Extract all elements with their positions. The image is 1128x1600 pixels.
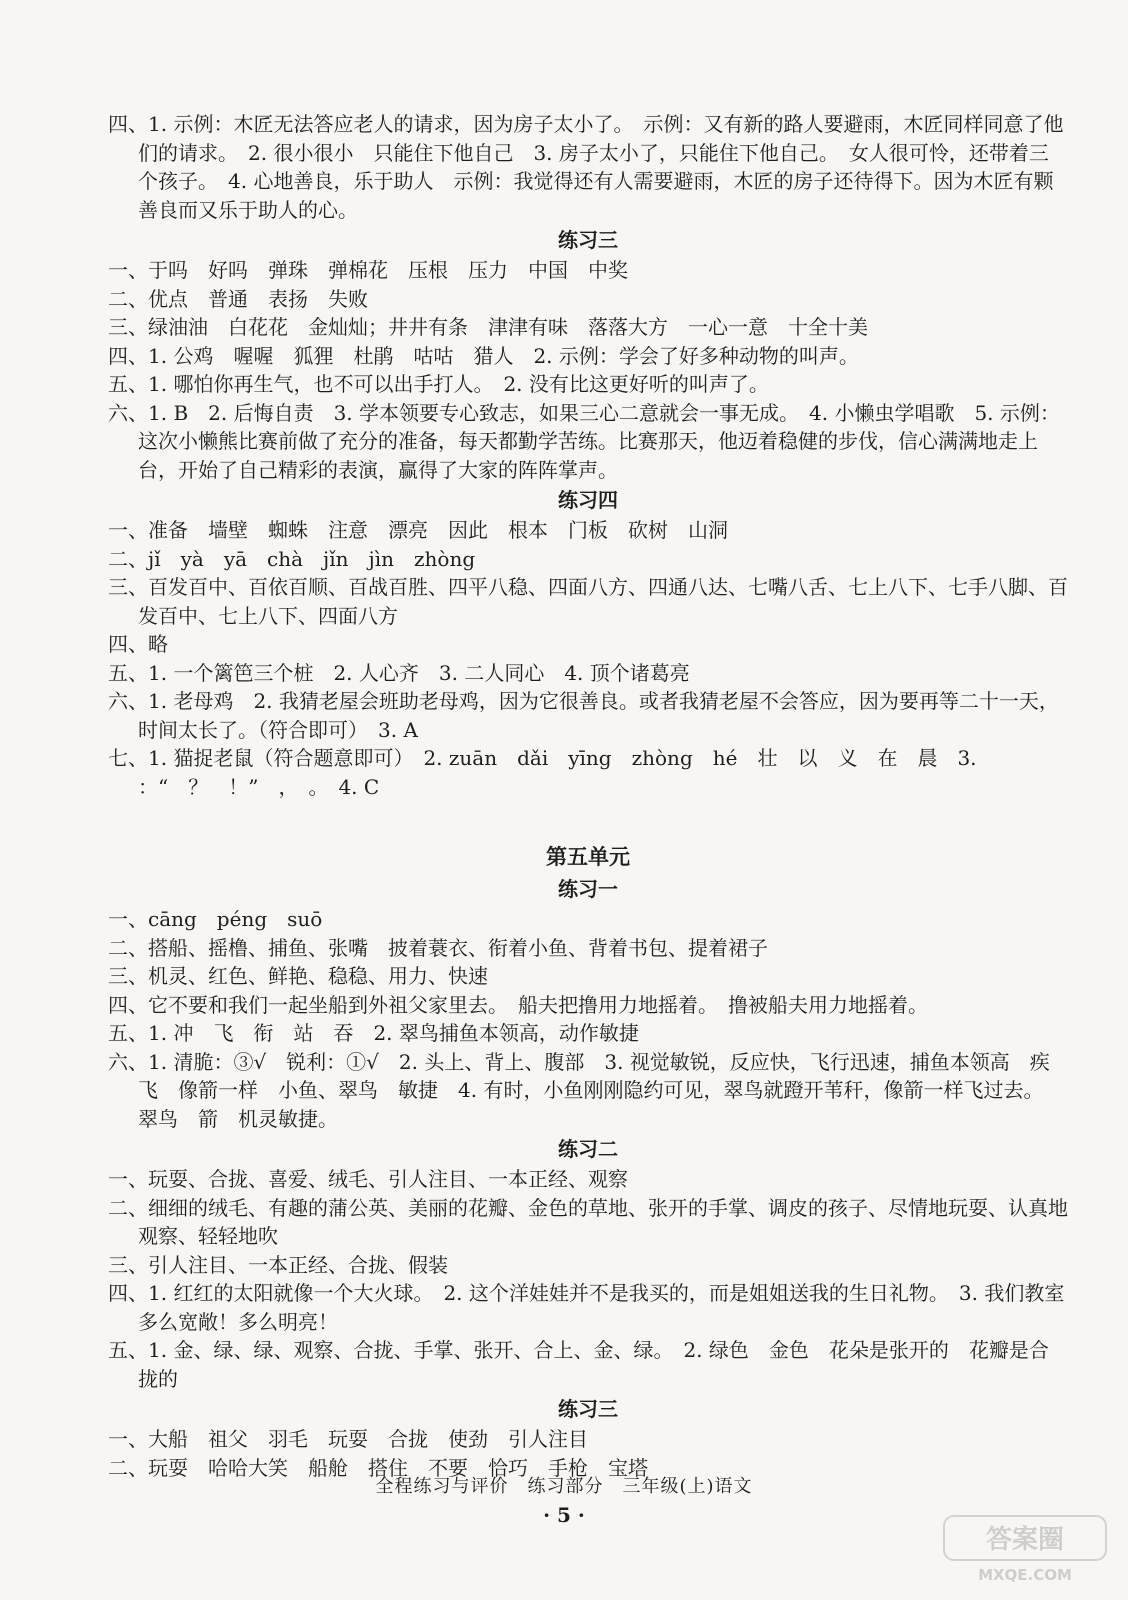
section-heading: 练习三 (558, 1397, 618, 1421)
answer-line: 二、jǐ yà yā chà jǐn jìn zhòng (108, 546, 476, 571)
answer-line: 二、优点 普通 表扬 失败 (108, 286, 368, 311)
answer-line: 二、细细的绒毛、有趣的蒲公英、美丽的花瓣、金色的草地、张开的手掌、调皮的孩子、尽情地玩耍、认真地观察、轻轻地吹 (108, 1195, 1068, 1248)
answer-line: 五、1. 金、绿、绿、观察、合拢、手掌、张开、合上、金、绿。 2. 绿色 金色 花朵是张开的 花瓣是合拢的 (108, 1338, 1049, 1391)
page-number: · 5 · (543, 1503, 585, 1527)
answer-line: 四、略 (108, 632, 168, 656)
section-heading: 练习三 (558, 228, 618, 252)
answer-line: 六、1. 清脆：③√ 锐利：①√ 2. 头上、背上、腹部 3. 视觉敏锐，反应快，飞行迅速，捕鱼本领高 疾飞 像箭一样 小鱼、翠鸟 敏捷 4. 有时，小鱼刚刚隐约可见，翠鸟就蹬开苇秆，像箭一样飞过去。 翠鸟 箭 机灵敏捷。 (108, 1049, 1054, 1131)
answer-line: 五、1. 哪怕你再生气，也不可以出手打人。 2. 没有比这更好听的叫声了。 (108, 372, 769, 396)
answer-content (108, 110, 1068, 1482)
watermark-logo (940, 1512, 1110, 1586)
answer-line: 一、玩耍、合拢、喜爱、绒毛、引人注目、一本正经、观察 (108, 1167, 628, 1191)
answer-line: 四、它不要和我们一起坐船到外祖父家里去。 船夫把撸用力地摇着。 撸被船夫用力地摇着。 (108, 992, 928, 1017)
answer-line: 七、1. 猫捉老鼠（符合题意即可） 2. zuān dǎi yīng zhòng hé 壮 以 义 在 晨 3. ：“ ？ ！” ， 。 4. C (108, 746, 977, 799)
answer-line: 一、于吗 好吗 弹珠 弹棉花 压根 压力 中国 中奖 (108, 258, 628, 282)
answer-line: 四、1. 公鸡 喔喔 狐狸 杜鹃 咕咕 猎人 2. 示例：学会了好多种动物的叫声。 (108, 343, 859, 368)
answer-line: 四、1. 红红的太阳就像一个大火球。 2. 这个洋娃娃并不是我买的，而是姐姐送我的生日礼物。 3. 我们教室多么宽敞！多么明亮！ (108, 1281, 1065, 1334)
answer-line: 六、1. B 2. 后悔自责 3. 学本领要专心致志，如果三心二意就会一事无成。 4. 小懒虫学唱歌 5. 示例：这次小懒熊比赛前做了充分的准备，每天都勤学苦练。比赛那天，他迈着稳健的步伐，信心满满地走上台，开始了自己精彩的表演，赢得了大家的阵阵掌声。 (108, 400, 1060, 482)
answer-line: 四、1. 示例：木匠无法答应老人的请求，因为房子太小了。 示例：又有新的路人要避雨，木匠同样同意了他们的请求。 2. 很小很小 只能住下他自己 3. 房子太小了，只能住下他自己。 女人很可怜，还带着三个孩子。 4. 心地善良，乐于助人 示例：我觉得还有人需要避雨，木匠的房子还待得下。因为木匠有颗善良而又乐于助人的心。 (108, 112, 1064, 222)
answer-line: 五、1. 冲 飞 衔 站 吞 2. 翠鸟捕鱼本领高，动作敏捷 (108, 1021, 639, 1045)
section-heading: 练习二 (558, 1137, 618, 1161)
answer-line: 三、机灵、红色、鲜艳、稳稳、用力、快速 (108, 964, 488, 988)
section-heading: 练习一 (558, 877, 618, 901)
answer-line: 三、引人注目、一本正经、合拢、假装 (108, 1252, 448, 1277)
section-heading: 练习四 (558, 488, 618, 512)
answer-line: 一、cāng péng suō (108, 907, 323, 931)
answer-line: 六、1. 老母鸡 2. 我猜老屋会班助老母鸡，因为它很善良。或者我猜老屋不会答应，因为要再等二十一天，时间太长了。（符合即可） 3. A (108, 689, 1059, 742)
watermark-brand: 答案圈 (985, 1525, 1065, 1555)
answer-line: 一、大船 祖父 羽毛 玩耍 合拢 使劲 引人注目 (108, 1427, 588, 1451)
footer-title: 全程练习与评价 练习部分 三年级(上)语文 (375, 1476, 753, 1497)
answer-line: 二、搭船、摇橹、捕鱼、张嘴 披着蓑衣、衔着小鱼、背着书包、提着裙子 (108, 935, 768, 960)
answer-line: 五、1. 一个篱笆三个桩 2. 人心齐 3. 二人同心 4. 顶个诸葛亮 (108, 660, 690, 685)
watermark-url: MXQE.COM (978, 1566, 1072, 1584)
answer-line: 一、准备 墙壁 蜘蛛 注意 漂亮 因此 根本 门板 砍树 山洞 (108, 518, 728, 542)
unit-title: 第五单元 (546, 844, 630, 869)
answer-line: 三、绿油油 白花花 金灿灿；井井有条 津津有味 落落大方 一心一意 十全十美 (108, 315, 868, 339)
answer-line: 三、百发百中、百依百顺、百战百胜、四平八稳、四面八方、四通八达、七嘴八舌、七上八下、七手八脚、百发百中、七上八下、四面八方 (108, 575, 1068, 628)
answer-line: 二、玩耍 哈哈大笑 船舱 搭住 不要 恰巧 手枪 宝塔 (108, 1455, 648, 1480)
